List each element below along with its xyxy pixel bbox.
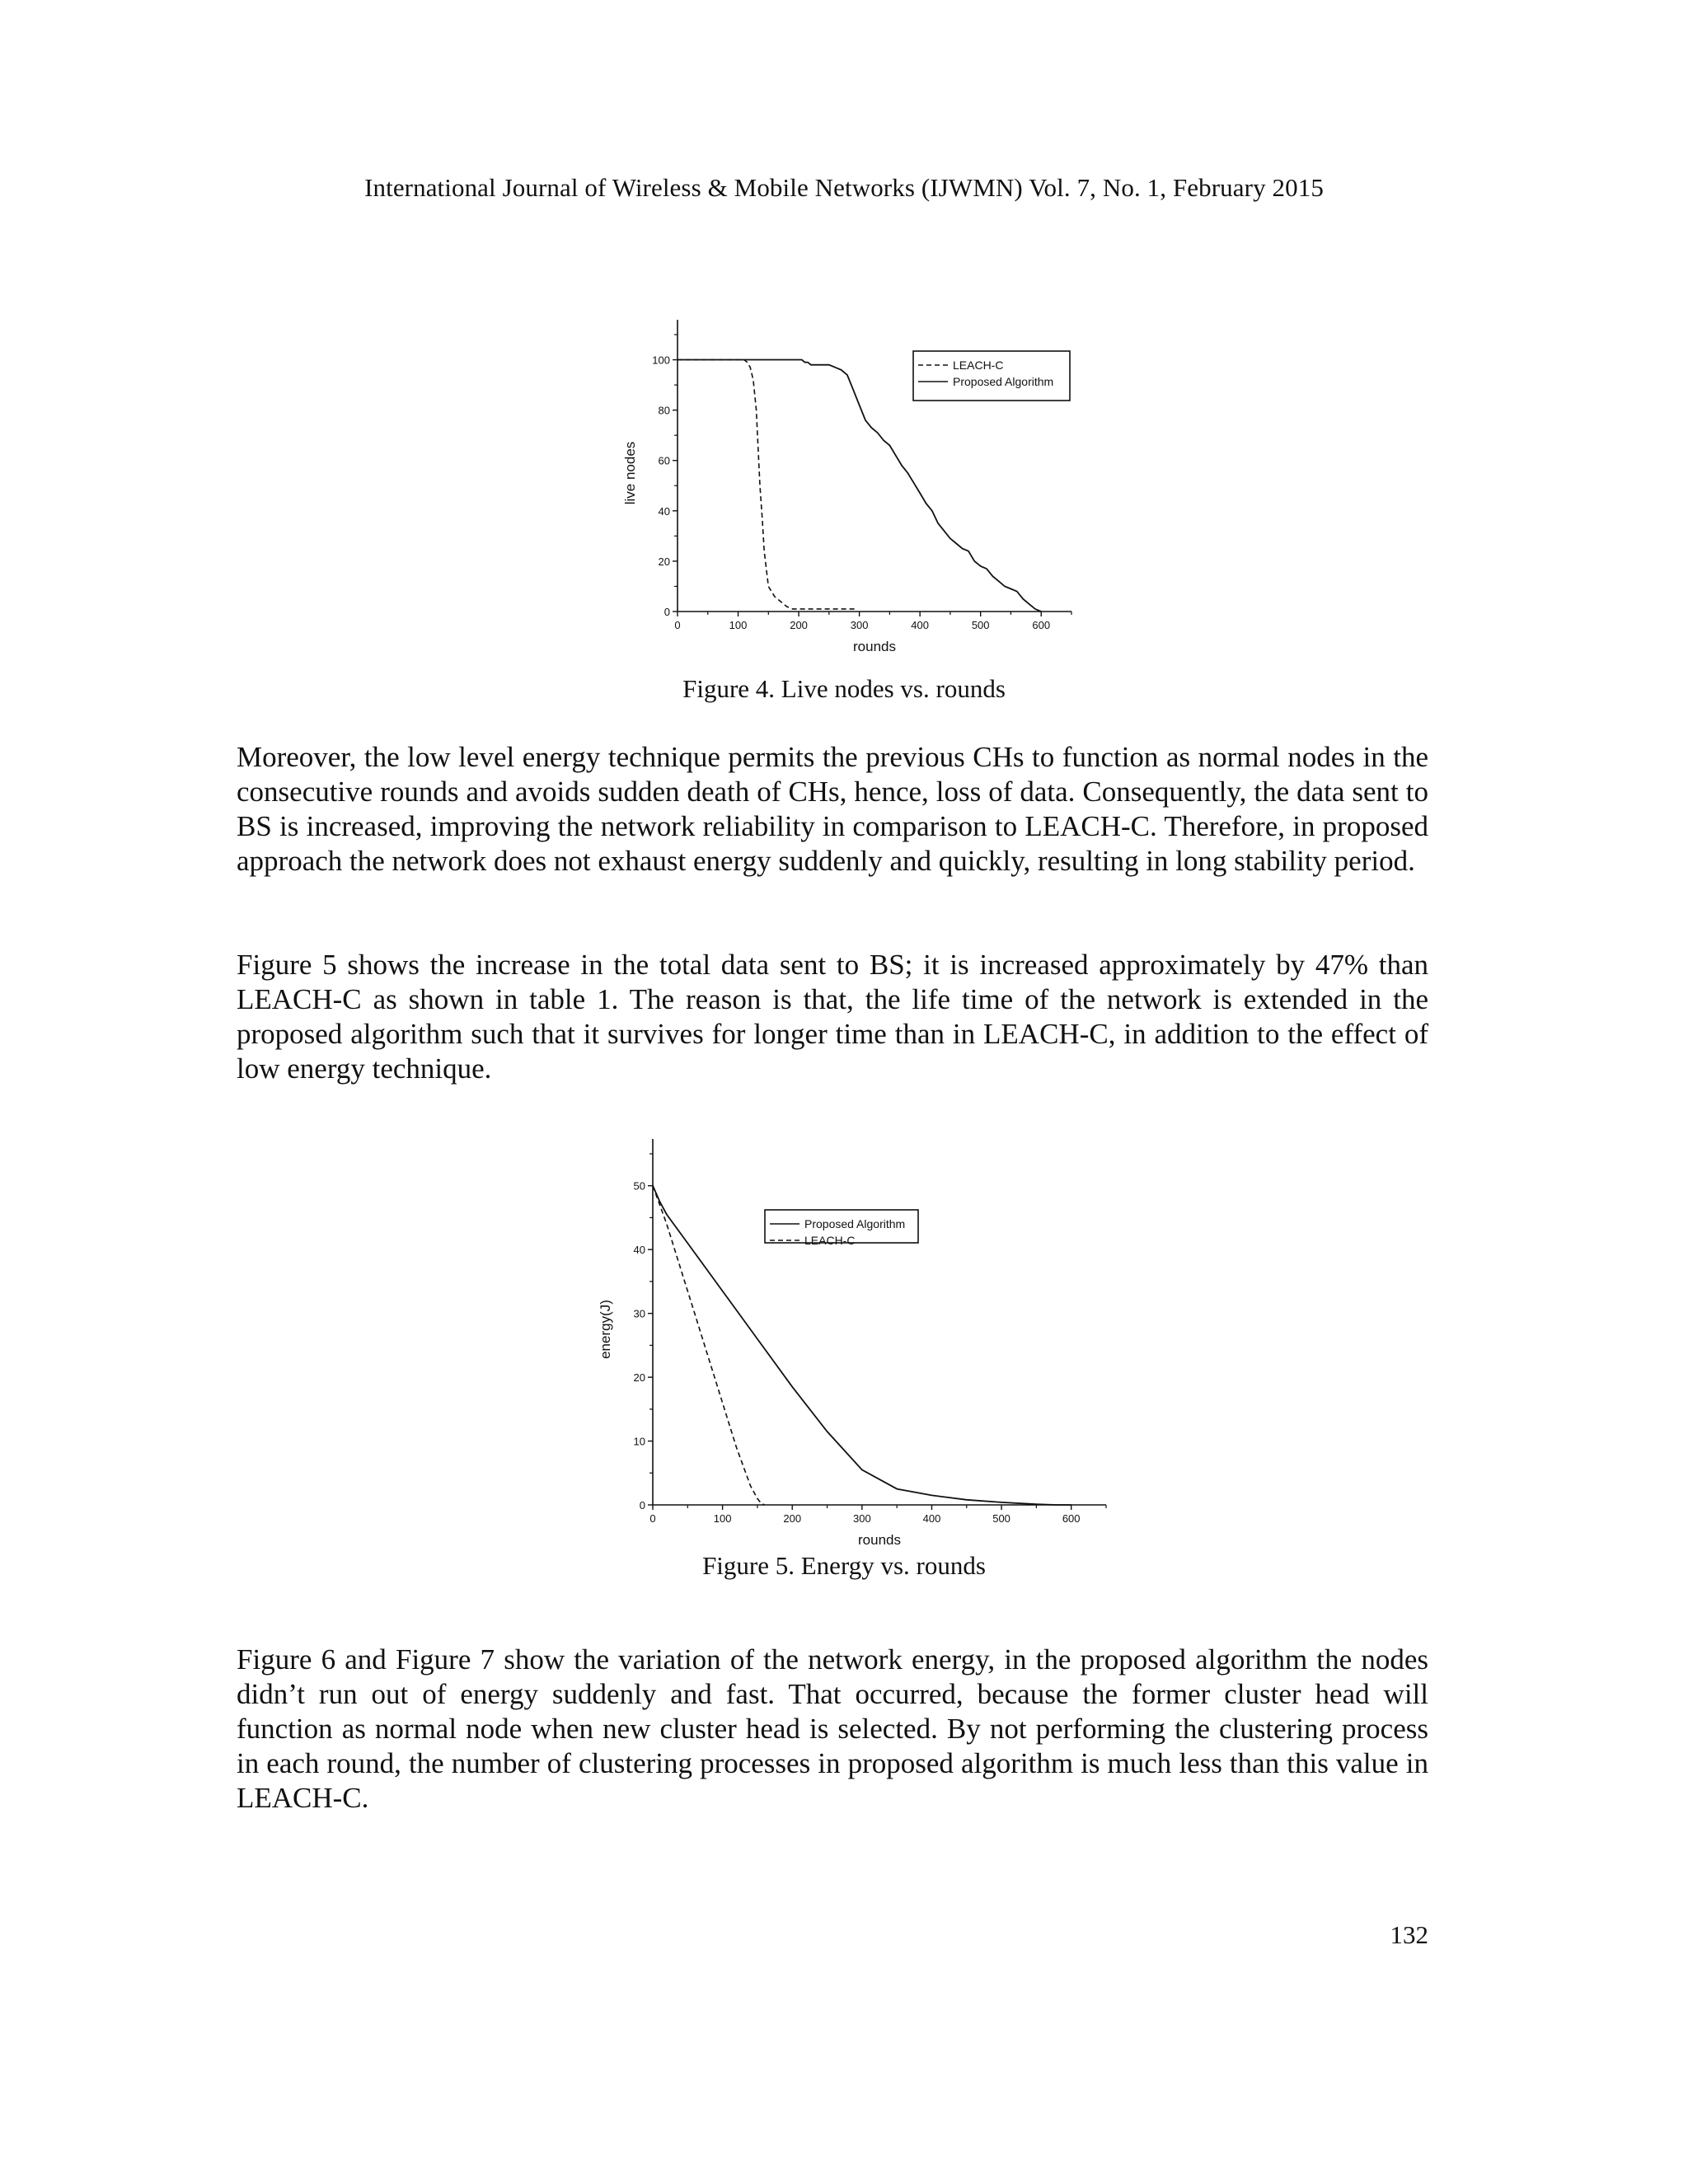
- legend-label: Proposed Algorithm: [804, 1217, 906, 1230]
- y-tick-label: 30: [633, 1307, 645, 1320]
- y-tick-label: 0: [639, 1499, 645, 1511]
- x-tick-label: 100: [713, 1512, 732, 1525]
- y-tick-label: 10: [633, 1435, 645, 1448]
- figure-5-caption: Figure 5. Energy vs. rounds: [702, 1551, 986, 1580]
- paragraph-2: Figure 5 shows the increase in the total data sent to BS; it is increased approximately by 47% than LEACH-C as shown in table 1. The reason is that, the life time of the network is extended in the proposed algorithm such that it survives for longer time than in LEACH-C, in addition to the effect of low energy technique.: [237, 949, 1428, 1085]
- figure-4-caption: Figure 4. Live nodes vs. rounds: [682, 674, 1006, 703]
- legend-label: Proposed Algorithm: [953, 375, 1054, 388]
- journal-header: International Journal of Wireless & Mobile Networks (IJWMN) Vol. 7, No. 1, February 2015: [364, 173, 1324, 202]
- y-tick-label: 20: [658, 555, 670, 568]
- y-tick-label: 50: [633, 1179, 645, 1193]
- x-tick-label: 200: [790, 619, 808, 631]
- x-tick-label: 0: [674, 619, 681, 631]
- x-tick-label: 300: [850, 619, 869, 631]
- x-tick-label: 600: [1062, 1512, 1081, 1525]
- x-tick-label: 300: [852, 1512, 871, 1525]
- series-line-leach-c: [653, 1186, 764, 1505]
- legend-label: LEACH-C: [804, 1234, 856, 1247]
- x-tick-label: 500: [971, 619, 990, 631]
- y-tick-label: 40: [633, 1244, 645, 1257]
- y-tick-label: 40: [658, 504, 670, 518]
- y-axis-label: energy(J): [598, 1300, 613, 1359]
- legend-label: LEACH-C: [953, 359, 1004, 372]
- x-tick-label: 600: [1032, 619, 1051, 631]
- y-tick-label: 20: [633, 1371, 645, 1385]
- paragraph-1: Moreover, the low level energy technique permits the previous CHs to function as normal nodes in the consecutive rounds and avoids sudden death of CHs, hence, loss of data. Consequently, the data sent to BS is increased, improving the network reliability in comparison to LEACH-C. Therefore, in proposed approach the network does not exhaust energy suddenly and quickly, resulting in long stability period.: [237, 741, 1428, 877]
- x-tick-label: 500: [992, 1512, 1010, 1525]
- page-number: 132: [1390, 1920, 1428, 1949]
- x-axis-label: rounds: [853, 639, 896, 654]
- y-tick-label: 80: [658, 404, 670, 417]
- paragraph-3: Figure 6 and Figure 7 show the variation of the network energy, in the proposed algorithm the nodes didn’t run out of energy suddenly and fast. That occurred, because the former cluster head will function as normal node when new cluster head is selected. By not performing the clustering process in each round, the number of clustering processes in proposed algorithm is much less than this value in LEACH-C.: [237, 1643, 1428, 1814]
- x-tick-label: 400: [911, 619, 930, 631]
- y-tick-label: 0: [663, 606, 670, 618]
- figure-5-chart: [585, 1113, 1121, 1548]
- x-tick-label: 100: [729, 619, 748, 631]
- y-tick-label: 60: [658, 454, 670, 467]
- x-tick-label: 400: [922, 1512, 941, 1525]
- x-tick-label: 0: [649, 1512, 656, 1525]
- figure-4-chart: [610, 297, 1088, 668]
- y-axis-label: live nodes: [622, 441, 638, 505]
- x-axis-label: rounds: [858, 1532, 901, 1548]
- y-tick-label: 100: [652, 354, 670, 367]
- x-tick-label: 200: [783, 1512, 802, 1525]
- series-line-leach-c: [678, 360, 856, 609]
